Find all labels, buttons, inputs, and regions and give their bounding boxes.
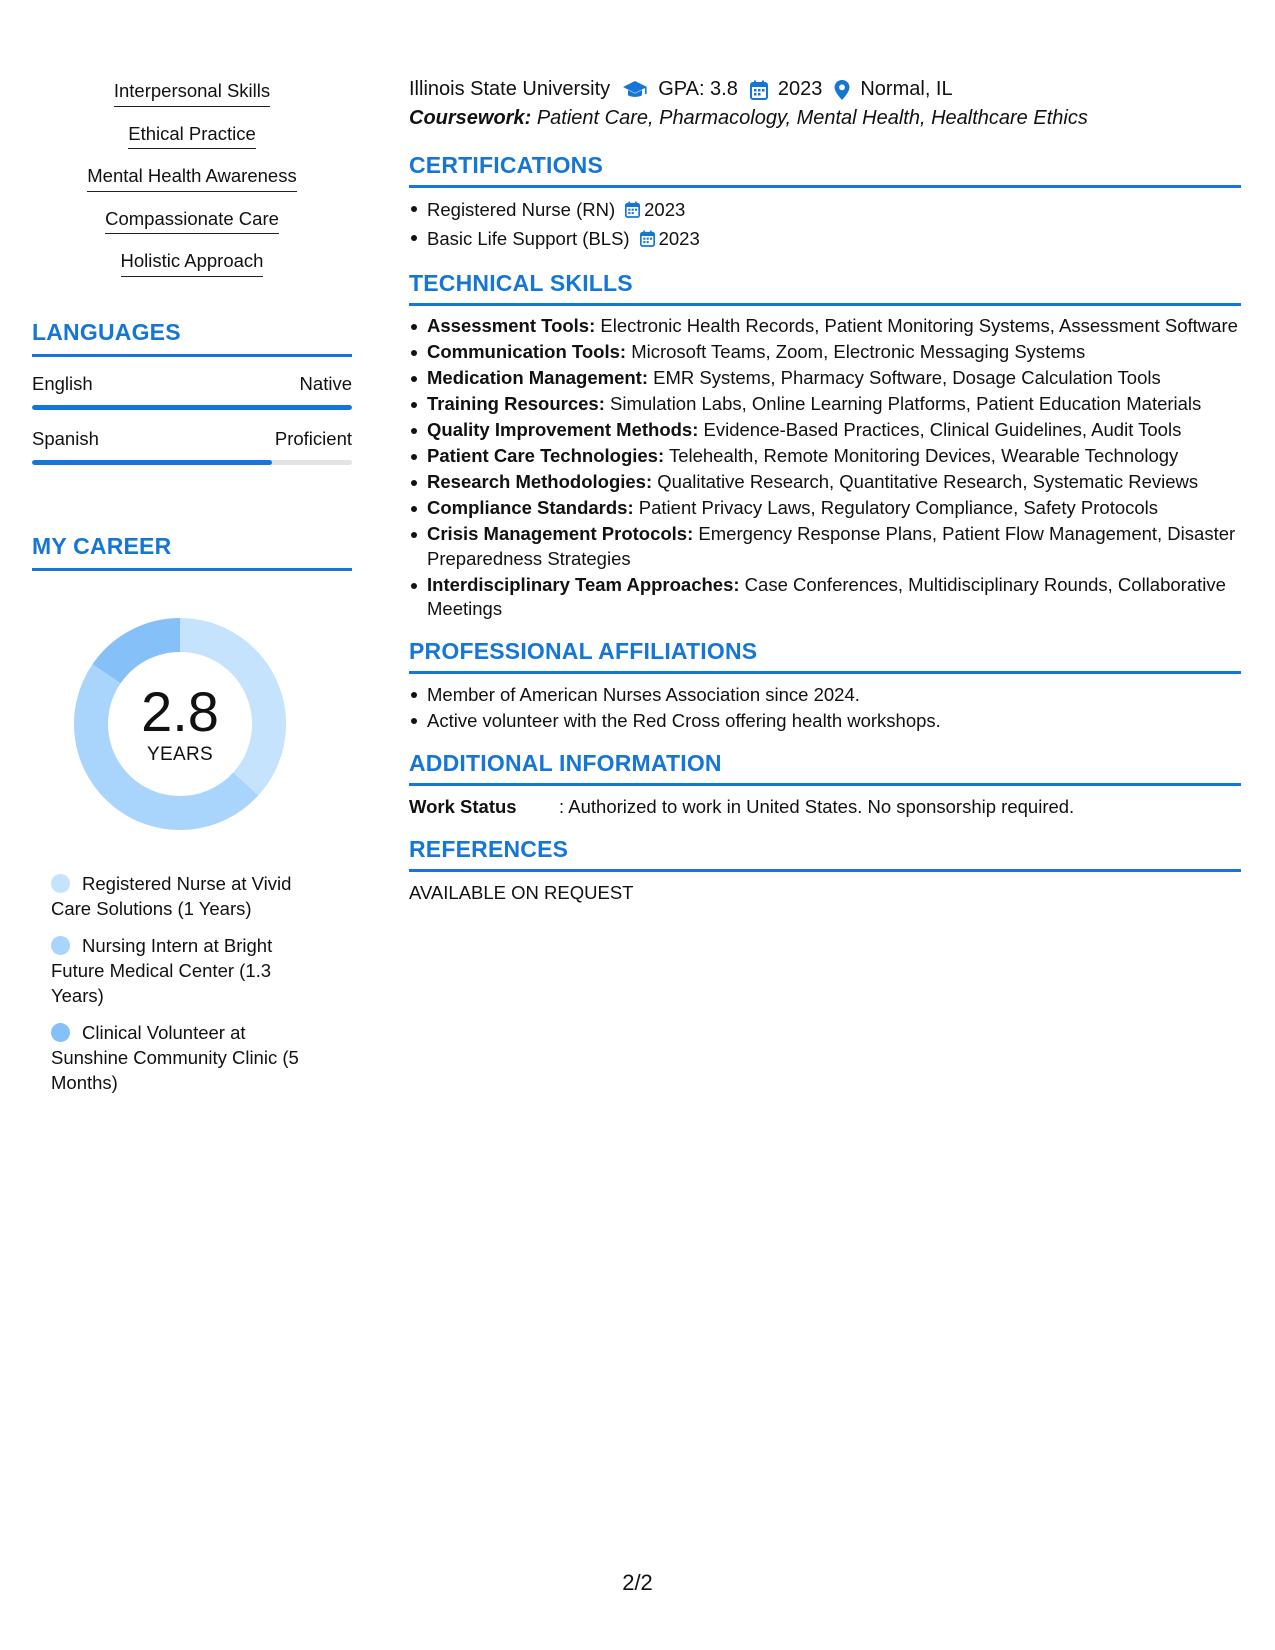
career-total: 2.8: [141, 679, 219, 743]
skill-details: Emergency Response Plans, Patient Flow Management, Disaster Preparedness Strategies: [427, 523, 1236, 569]
legend-dot: [51, 874, 70, 893]
location-pin-icon: [834, 80, 850, 100]
skill-category: Compliance Standards:: [427, 497, 634, 518]
technical-skill-item: [427, 314, 1241, 339]
technical-skill-item: [427, 392, 1241, 417]
skill-item: Holistic Approach: [121, 252, 264, 277]
technical-skills-heading: TECHNICAL SKILLS: [409, 270, 1241, 306]
certifications-list: [409, 196, 1241, 254]
skill-category: Quality Improvement Methods:: [427, 419, 699, 440]
references-section: [409, 836, 1241, 904]
work-status-row: [409, 796, 1241, 818]
calendar-icon: [750, 80, 768, 100]
technical-skills-section: [409, 270, 1241, 622]
legend-label: Nursing Intern at Bright Future Medical Center (1.3 Years): [51, 934, 273, 1006]
certifications-heading: CERTIFICATIONS: [409, 152, 1241, 188]
coursework-label: Coursework:: [409, 107, 532, 129]
language-item: [32, 428, 352, 465]
career-heading: MY CAREER: [32, 533, 352, 571]
skill-details: Qualitative Research, Quantitative Research, Systematic Reviews: [657, 471, 1199, 492]
skill-item: Compassionate Care: [105, 210, 279, 235]
page-number: 2/2: [622, 1570, 653, 1595]
skill-details: Telehealth, Remote Monitoring Devices, Wearable Technology: [668, 445, 1179, 466]
affiliation-item: Active volunteer with the Red Cross offering health workshops.: [427, 708, 1241, 734]
skill-item: Mental Health Awareness: [87, 167, 296, 192]
skill-category: Interdisciplinary Team Approaches:: [427, 573, 740, 595]
additional-info-heading: ADDITIONAL INFORMATION: [409, 750, 1241, 786]
school-name: Illinois State University: [409, 78, 611, 100]
graduation-year: 2023: [777, 78, 823, 100]
skill-category: Communication Tools:: [427, 341, 627, 362]
language-name: Spanish: [32, 427, 99, 449]
skill-details: Evidence-Based Practices, Clinical Guidelines, Audit Tools: [703, 419, 1182, 440]
language-item: [32, 373, 352, 410]
work-status-value: : Authorized to work in United States. No sponsorship required.: [559, 795, 1075, 817]
legend-label: Registered Nurse at Vivid Care Solutions (1 Years): [51, 872, 292, 919]
additional-info-section: [409, 750, 1241, 818]
technical-skill-item: [427, 573, 1241, 622]
languages-section: [32, 319, 352, 465]
career-donut-chart: [65, 609, 295, 839]
affiliations-list: [409, 682, 1241, 734]
skill-details: Patient Privacy Laws, Regulatory Compliance, Safety Protocols: [638, 497, 1159, 518]
skill-category: Research Methodologies:: [427, 471, 653, 492]
certification-name: Registered Nurse (RN): [427, 199, 616, 220]
legend-dot: [51, 1023, 70, 1042]
calendar-icon: [625, 198, 640, 225]
skill-category: Assessment Tools:: [427, 315, 596, 336]
skill-details: Case Conferences, Multidisciplinary Rounds, Collaborative Meetings: [427, 573, 1226, 619]
language-level: Native: [299, 372, 352, 394]
technical-skill-item: [427, 366, 1241, 391]
references-text: AVAILABLE ON REQUEST: [409, 881, 634, 903]
school-location: Normal, IL: [860, 78, 953, 100]
legend-item: [51, 933, 311, 1008]
legend-dot: [51, 936, 70, 955]
affiliation-item: Member of American Nurses Association since 2024.: [427, 682, 1241, 708]
technical-skill-item: [427, 470, 1241, 495]
skills-list: [32, 82, 352, 277]
skill-item: Interpersonal Skills: [114, 82, 270, 107]
legend-label: Clinical Volunteer at Sunshine Community Clinic (5 Months): [51, 1021, 299, 1093]
certification-year: 2023: [644, 199, 686, 220]
career-unit: YEARS: [147, 743, 213, 765]
affiliations-heading: PROFESSIONAL AFFILIATIONS: [409, 638, 1241, 674]
technical-skill-item: [427, 340, 1241, 365]
skill-details: Microsoft Teams, Zoom, Electronic Messaging Systems: [631, 341, 1086, 362]
references-heading: REFERENCES: [409, 836, 1241, 872]
certification-item: [427, 196, 1241, 225]
language-bar-fill: [32, 460, 272, 465]
language-bar: [32, 460, 352, 465]
career-legend: [51, 871, 311, 1095]
legend-item: [51, 1020, 311, 1095]
technical-skills-list: [409, 314, 1241, 622]
skill-category: Patient Care Technologies:: [427, 445, 665, 466]
language-bar: [32, 405, 352, 410]
language-level: Proficient: [274, 427, 352, 449]
languages-heading: LANGUAGES: [32, 319, 352, 357]
language-bar-fill: [32, 405, 352, 410]
right-column: [409, 78, 1241, 904]
technical-skill-item: [427, 496, 1241, 521]
skill-category: Medication Management:: [427, 367, 648, 388]
certifications-section: [409, 152, 1241, 254]
coursework: [409, 107, 1241, 130]
skill-category: Training Resources:: [427, 393, 605, 414]
certification-year: 2023: [658, 228, 700, 249]
graduation-cap-icon: [622, 80, 648, 100]
skill-details: EMR Systems, Pharmacy Software, Dosage Calculation Tools: [653, 367, 1161, 388]
skill-details: Electronic Health Records, Patient Monitoring Systems, Assessment Software: [600, 315, 1238, 336]
language-name: English: [32, 372, 93, 394]
certification-name: Basic Life Support (BLS): [427, 228, 630, 249]
skill-item: Ethical Practice: [128, 125, 256, 150]
calendar-icon: [640, 227, 655, 254]
gpa: GPA: 3.8: [658, 78, 738, 100]
affiliations-section: [409, 638, 1241, 734]
technical-skill-item: [427, 418, 1241, 443]
legend-item: [51, 871, 311, 921]
coursework-text: Patient Care, Pharmacology, Mental Health, Healthcare Ethics: [536, 107, 1088, 129]
work-status-label: Work Status: [409, 795, 517, 817]
skill-details: Simulation Labs, Online Learning Platforms, Patient Education Materials: [610, 393, 1202, 414]
technical-skill-item: [427, 444, 1241, 469]
education-entry: [409, 78, 1241, 130]
certification-item: [427, 225, 1241, 254]
left-column: [32, 82, 352, 1107]
technical-skill-item: [427, 522, 1241, 571]
skill-category: Crisis Management Protocols:: [427, 523, 694, 544]
career-section: [32, 533, 352, 1095]
